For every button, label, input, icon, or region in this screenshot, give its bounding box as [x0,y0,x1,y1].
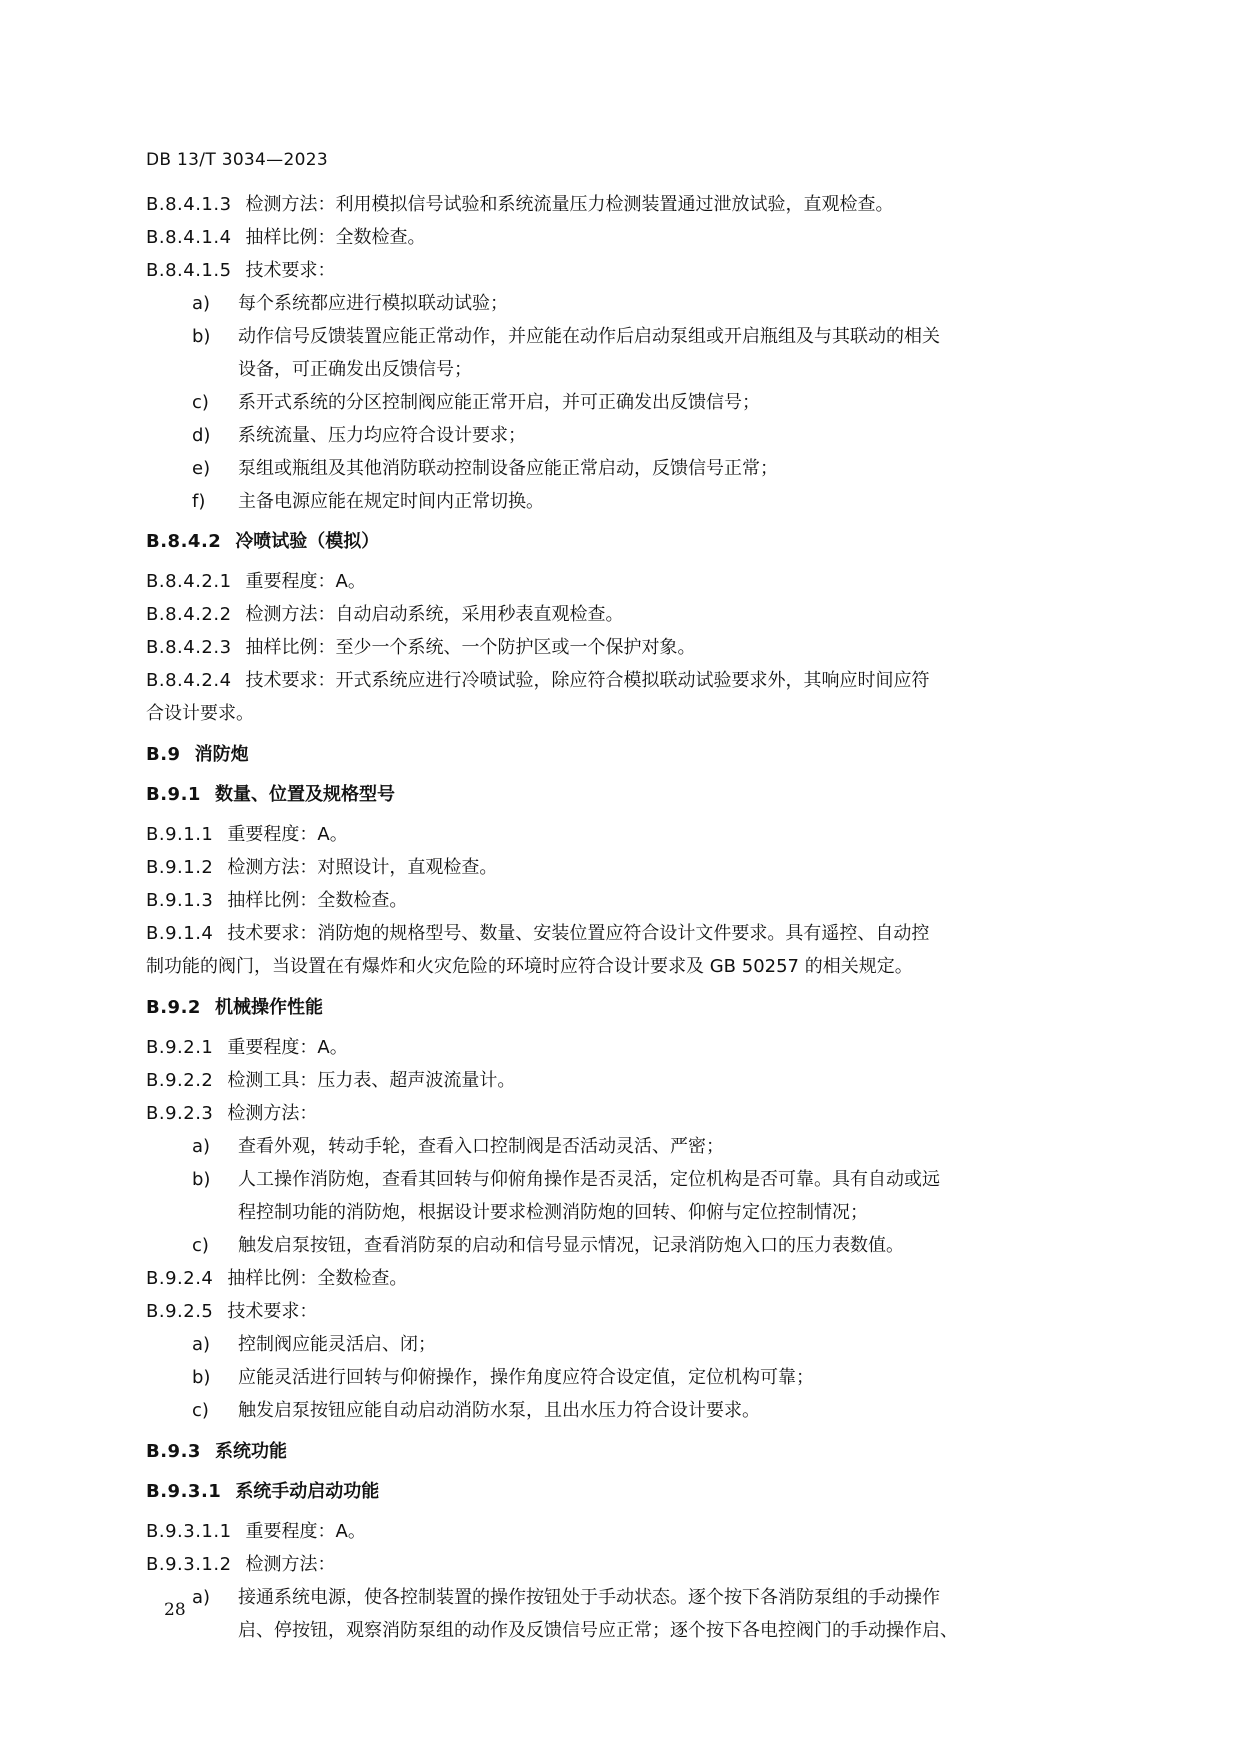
list-marker: c) [192,1400,209,1421]
heading-text: 消防炮 [194,744,249,765]
clause-number: B.9.2.3 [146,1103,214,1124]
list-marker: e) [192,458,211,479]
clause-b912 [146,851,1096,884]
clause-b923 [146,1097,1096,1130]
clause-text: 技术要求：开式系统应进行冷喷试验，除应符合模拟联动试验要求外，其响应时间应符 [245,670,930,691]
clause-b924 [146,1262,1096,1295]
list-marker: a) [192,1587,211,1608]
list-text-continued: 程控制功能的消防炮，根据设计要求检测消防炮的回转、仰俯与定位控制情况； [238,1202,868,1223]
clause-b925 [146,1295,1096,1328]
clause-b8422 [146,598,1096,631]
clause-number: B.8.4.2.1 [146,571,232,592]
list-text: 泵组或瓶组及其他消防联动控制设备应能正常启动，反馈信号正常； [238,458,778,479]
section-heading-b93 [146,1435,1096,1468]
list-text: 控制阀应能灵活启、闭； [238,1334,436,1355]
heading-text: 冷喷试验（模拟） [235,531,380,552]
clause-text: 技术要求： [227,1301,318,1322]
list-item [146,287,1096,320]
list-text: 触发启泵按钮，查看消防泵的启动和信号显示情况，记录消防炮入口的压力表数值。 [238,1235,904,1256]
list-marker: a) [192,1136,211,1157]
clause-b8421 [146,565,1096,598]
clause-b9312 [146,1548,1096,1581]
list-item [146,1163,1096,1229]
list-text: 每个系统都应进行模拟联动试验； [238,293,508,314]
clause-b8413 [146,188,1096,221]
clause-number: B.8.4.1.4 [146,227,232,248]
list-marker: a) [192,293,211,314]
list-marker: c) [192,392,209,413]
heading-number: B.9.2 [146,997,201,1018]
list-text: 应能灵活进行回转与仰俯操作，操作角度应符合设定值，定位机构可靠； [238,1367,814,1388]
list-marker: f) [192,491,206,512]
clause-b914 [146,917,1096,950]
list-item [146,1361,1096,1394]
clause-text: 重要程度：A。 [245,571,366,592]
clause-b8423 [146,631,1096,664]
clause-text: 技术要求： [245,260,336,281]
clause-text: 重要程度：A。 [245,1521,366,1542]
clause-text-continued: 合设计要求。 [146,703,254,724]
clause-text: 抽样比例：全数检查。 [245,227,426,248]
section-heading-b9 [146,738,1096,771]
list-item [146,1130,1096,1163]
heading-text: 系统功能 [214,1441,287,1462]
clause-text: 检测方法： [245,1554,336,1575]
clause-text: 抽样比例：至少一个系统、一个防护区或一个保护对象。 [245,637,696,658]
heading-number: B.9.3 [146,1441,201,1462]
clause-text: 检测方法：自动启动系统，采用秒表直观检查。 [245,604,624,625]
list-text: 查看外观，转动手轮，查看入口控制阀是否活动灵活、严密； [238,1136,724,1157]
clause-b922 [146,1064,1096,1097]
clause-number: B.9.2.2 [146,1070,214,1091]
heading-number: B.8.4.2 [146,531,222,552]
list-text: 主备电源应能在规定时间内正常切换。 [238,491,544,512]
clause-number: B.8.4.1.5 [146,260,232,281]
heading-text: 系统手动启动功能 [235,1481,380,1502]
list-marker: b) [192,1169,211,1190]
clause-text: 抽样比例：全数检查。 [227,1268,408,1289]
heading-number: B.9.1 [146,784,201,805]
clause-b8414 [146,221,1096,254]
clause-number: B.8.4.1.3 [146,194,232,215]
list-item [146,320,1096,386]
clause-b8424-continued [146,697,1096,730]
list-item [146,485,1096,518]
clause-text: 技术要求：消防炮的规格型号、数量、安装位置应符合设计文件要求。具有遥控、自动控 [227,923,930,944]
clause-text: 检测方法： [227,1103,318,1124]
list-item [146,1229,1096,1262]
clause-number: B.8.4.2.2 [146,604,232,625]
clause-text: 检测工具：压力表、超声波流量计。 [227,1070,516,1091]
list-item [146,1394,1096,1427]
clause-text-continued: 制功能的阀门，当设置在有爆炸和火灾危险的环境时应符合设计要求及 GB 50257 的相关规定。 [146,956,913,977]
list-item [146,1581,1096,1647]
list-text: 系开式系统的分区控制阀应能正常开启，并可正确发出反馈信号； [238,392,760,413]
heading-text: 机械操作性能 [214,997,323,1018]
clause-number: B.9.1.1 [146,824,214,845]
clause-number: B.9.1.4 [146,923,214,944]
clause-b9311 [146,1515,1096,1548]
list-item [146,386,1096,419]
list-marker: a) [192,1334,211,1355]
section-heading-b931 [146,1475,1096,1508]
clause-b8424 [146,664,1096,697]
clause-number: B.9.3.1.2 [146,1554,232,1575]
list-text: 接通系统电源，使各控制装置的操作按钮处于手动状态。逐个按下各消防泵组的手动操作 [238,1587,940,1608]
heading-text: 数量、位置及规格型号 [214,784,395,805]
clause-number: B.9.3.1.1 [146,1521,232,1542]
list-text: 人工操作消防炮，查看其回转与仰俯角操作是否灵活，定位机构是否可靠。具有自动或远 [238,1169,940,1190]
section-heading-b842 [146,525,1096,558]
list-item [146,419,1096,452]
clause-number: B.9.2.1 [146,1037,214,1058]
clause-number: B.9.1.2 [146,857,214,878]
clause-text: 抽样比例：全数检查。 [227,890,408,911]
section-heading-b92 [146,991,1096,1024]
document-body [146,188,1096,1647]
page-number: 28 [164,1600,186,1620]
list-text: 系统流量、压力均应符合设计要求； [238,425,526,446]
heading-number: B.9.3.1 [146,1481,222,1502]
list-item [146,452,1096,485]
section-heading-b91 [146,778,1096,811]
list-marker: c) [192,1235,209,1256]
clause-b8415 [146,254,1096,287]
clause-number: B.9.2.4 [146,1268,214,1289]
clause-text: 检测方法：对照设计，直观检查。 [227,857,498,878]
clause-number: B.8.4.2.3 [146,637,232,658]
clause-number: B.9.1.3 [146,890,214,911]
clause-b914-continued [146,950,1096,983]
list-marker: b) [192,326,211,347]
list-text: 触发启泵按钮应能自动启动消防水泵，且出水压力符合设计要求。 [238,1400,760,1421]
document-code: DB 13/T 3034—2023 [146,150,328,170]
clause-b913 [146,884,1096,917]
clause-b921 [146,1031,1096,1064]
clause-text: 检测方法：利用模拟信号试验和系统流量压力检测装置通过泄放试验，直观检查。 [245,194,894,215]
clause-text: 重要程度：A。 [227,824,348,845]
clause-number: B.9.2.5 [146,1301,214,1322]
heading-number: B.9 [146,744,181,765]
list-text-continued: 启、停按钮，观察消防泵组的动作及反馈信号应正常；逐个按下各电控阀门的手动操作启、 [238,1620,958,1641]
list-text-continued: 设备，可正确发出反馈信号； [238,359,472,380]
list-marker: d) [192,425,211,446]
list-text: 动作信号反馈装置应能正常动作，并应能在动作后启动泵组或开启瓶组及与其联动的相关 [238,326,940,347]
clause-text: 重要程度：A。 [227,1037,348,1058]
clause-number: B.8.4.2.4 [146,670,232,691]
list-item [146,1328,1096,1361]
list-marker: b) [192,1367,211,1388]
clause-b911 [146,818,1096,851]
